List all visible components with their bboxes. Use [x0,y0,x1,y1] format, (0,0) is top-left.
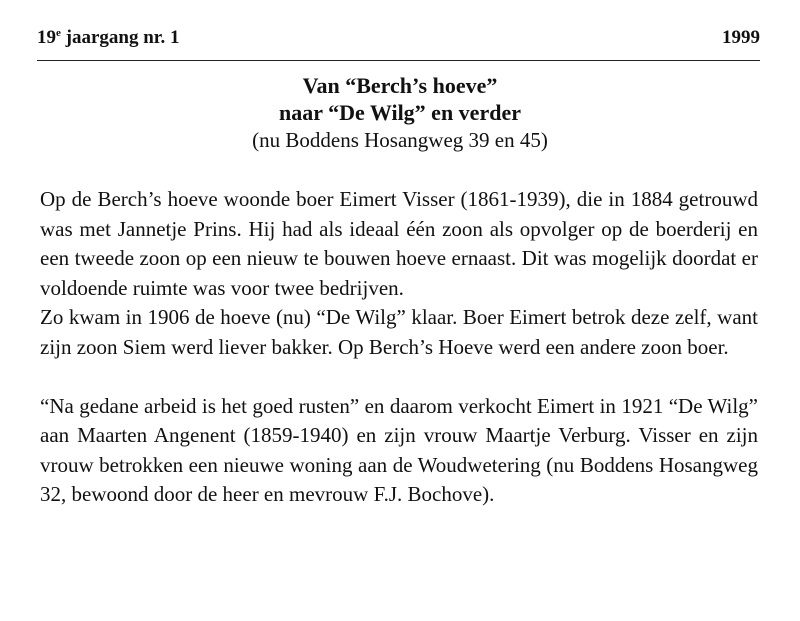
paragraph-2: Zo kwam in 1906 de hoeve (nu) “De Wilg” klaar. Boer Eimert betrok deze zelf, want zijn zoon Siem werd liever bakker. Op Berch’s Hoeve werd een andere zoon boer. [40,305,758,359]
header-divider [37,60,760,61]
article-body [40,185,758,510]
article-subtitle: (nu Boddens Hosangweg 39 en 45) [252,128,548,152]
paragraph-1: Op de Berch’s hoeve woonde boer Eimert Visser (1861-1939), die in 1884 getrouwd was met Jannetje Prins. Hij had als ideaal één zoon als opvolger op de boerderij en een tweede zoon op een nieuw te bouwen hoeve ernaast. Dit was mogelijk doordat er voldoende ruimte was voor twee bedrijven. [40,187,758,300]
issue-label [37,27,179,49]
issue-superscript: e [56,27,61,39]
article-title-line-1: Van “Berch’s hoeve” [302,73,498,98]
page-header [37,27,760,57]
article-title-line-2: naar “De Wilg” en verder [279,100,521,125]
paragraph-3: “Na gedane arbeid is het goed rusten” en daarom verkocht Eimert in 1921 “De Wilg” aan Maarten Angenent (1859-1940) en zijn vrouw Maartje Verburg. Visser en zijn vrouw betrokken een nieuwe woning aan de Woudwetering (nu Boddens Hosangweg 32, bewoond door de heer en mevrouw F.J. Bochove). [40,393,758,506]
issue-rest: jaargang nr. 1 [60,27,180,48]
issue-year: 1999 [722,27,760,48]
issue-number: 19 [37,27,56,48]
article-title-block [0,72,800,154]
